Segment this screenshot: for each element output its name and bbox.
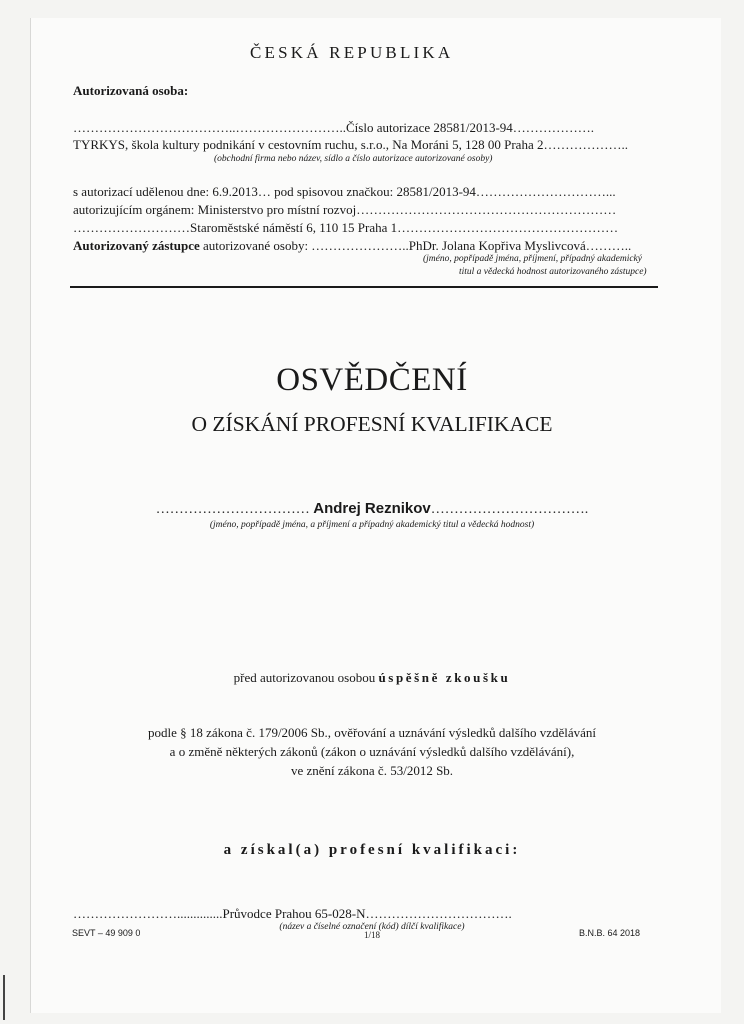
company-line: TYRKYS, škola kultury podnikání v cestovním ruchu, s.r.o., Na Moráni 5, 128 00 Praha 2………………..	[73, 137, 628, 152]
law-line-3: ve znění zákona č. 53/2012 Sb.	[290, 763, 454, 778]
holder-name: Andrej Reznikov	[313, 500, 431, 517]
header-divider	[70, 286, 658, 288]
authorization-date-line: s autorizací udělenou dne: 6.9.2013… pod spisovou značkou: 28581/2013-94…………………………...	[73, 184, 616, 199]
qualification-value-line: ……………………..............Průvodce Prahou 65-028-N…………………………….	[73, 906, 512, 921]
country-heading: ČESKÁ REPUBLIKA	[250, 43, 454, 62]
authorized-person-label: Autorizovaná osoba:	[73, 83, 189, 98]
qualification-caption: (název a číselné označení (kód) dílčí kvalifikace)	[279, 922, 465, 932]
representative-caption-2: titul a vědecká hodnost autorizovaného zástupce)	[459, 267, 647, 277]
footer-form-code: SEVT – 49 909 0	[72, 928, 141, 938]
holder-dots-before: ……………………………	[155, 502, 314, 517]
holder-caption: (jméno, popřípadě jména, a příjmení a případný akademický titul a vědecká hodnost)	[209, 520, 535, 530]
certificate-subtitle: O ZÍSKÁNÍ PROFESNÍ KVALIFIKACE	[191, 412, 553, 436]
footer-print-code: B.N.B. 64 2018	[579, 928, 641, 938]
company-caption: (obchodní firma nebo název, sídlo a číslo autorizace autorizované osoby)	[214, 154, 493, 164]
authorized-representative-line	[73, 238, 631, 254]
exam-text: před autorizovanou osobou	[233, 670, 379, 685]
authorization-number-line: ………………………………..……………………..Číslo autorizace 28581/2013-94……………….	[73, 120, 595, 135]
authorizing-body-address-line: ………………………Staroměstské náměstí 6, 110 15 Praha 1……………………………………………	[73, 220, 619, 235]
law-line-1: podle § 18 zákona č. 179/2006 Sb., ověřování a uznávání výsledků dalšího vzdělávání	[147, 725, 597, 740]
holder-name-line	[0, 500, 744, 518]
scan-edge-mark	[3, 975, 5, 1020]
holder-dots-after: …………………………….	[430, 502, 589, 517]
exam-result: úspěšně zkoušku	[378, 670, 511, 685]
exam-line	[0, 670, 744, 686]
authorized-representative-value: autorizované osoby: …………………..PhDr. Jolana Kopřiva Myslivcová………..	[199, 238, 632, 253]
representative-caption-1: (jméno, popřípadě jména, příjmení, případný akademický	[423, 254, 642, 264]
authorized-representative-label: Autorizovaný zástupce	[73, 238, 200, 253]
authorizing-body-line: autorizujícím orgánem: Ministerstvo pro místní rozvoj……………………………………………………	[73, 202, 617, 217]
footer-page-number: 1/18	[363, 930, 380, 940]
certificate-title: OSVĚDČENÍ	[276, 362, 468, 398]
law-line-2: a o změně některých zákonů (zákon o uznávání výsledků dalšího vzdělávání),	[169, 744, 575, 759]
qualification-heading: a získal(a) profesní kvalifikaci:	[223, 842, 521, 858]
